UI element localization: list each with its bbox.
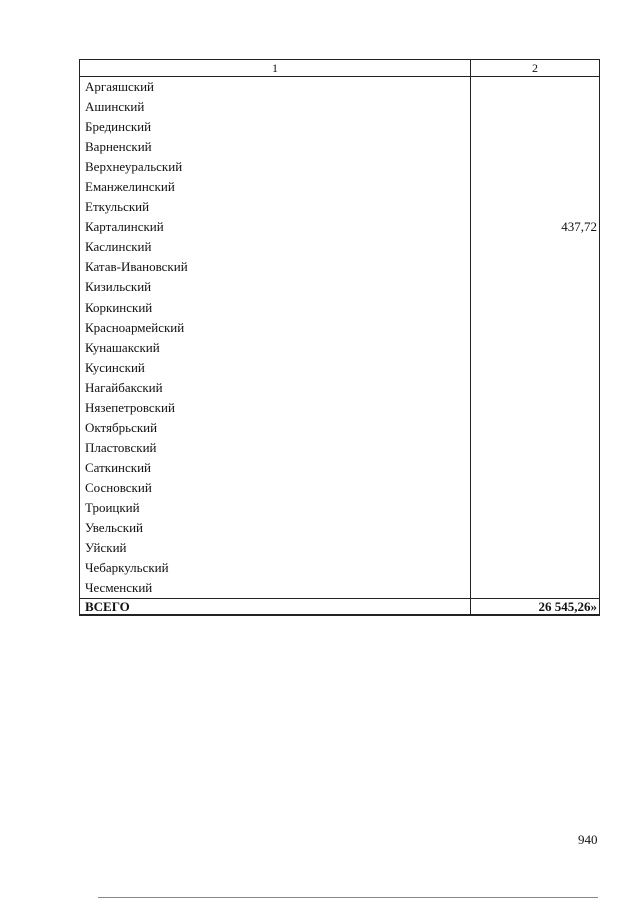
district-value — [471, 197, 600, 217]
table-row — [80, 97, 600, 117]
page-number: 940 — [578, 832, 598, 847]
district-name: Красноармейский — [80, 318, 471, 338]
table-row — [80, 237, 600, 257]
district-name: Чебаркульский — [80, 558, 471, 578]
district-name: Пластовский — [80, 438, 471, 458]
table-row — [80, 578, 600, 599]
table-row — [80, 77, 600, 98]
district-value — [471, 438, 600, 458]
table-row — [80, 197, 600, 217]
district-name: Брединский — [80, 117, 471, 137]
table-row — [80, 298, 600, 318]
district-value — [471, 518, 600, 538]
district-value — [471, 177, 600, 197]
total-row — [80, 599, 600, 616]
total-value: 26 545,26» — [471, 599, 600, 616]
column-header-2: 2 — [471, 60, 600, 77]
district-name: Коркинский — [80, 298, 471, 318]
district-name: Кунашакский — [80, 338, 471, 358]
district-value — [471, 318, 600, 338]
table-row — [80, 338, 600, 358]
district-value — [471, 298, 600, 318]
header-row — [80, 60, 600, 77]
table-row — [80, 217, 600, 237]
district-name: Варненский — [80, 137, 471, 157]
table-row — [80, 438, 600, 458]
district-name: Нагайбакский — [80, 378, 471, 398]
district-value — [471, 157, 600, 177]
table-row — [80, 398, 600, 418]
table-row — [80, 558, 600, 578]
district-value — [471, 338, 600, 358]
district-value — [471, 478, 600, 498]
district-name: Сосновский — [80, 478, 471, 498]
total-label: ВСЕГО — [80, 599, 471, 616]
table-row — [80, 498, 600, 518]
column-header-1: 1 — [80, 60, 471, 77]
table-row — [80, 277, 600, 297]
district-name: Чесменский — [80, 578, 471, 599]
district-value — [471, 237, 600, 257]
district-value — [471, 458, 600, 478]
district-name: Кизильский — [80, 277, 471, 297]
district-name: Каслинский — [80, 237, 471, 257]
district-name: Кусинский — [80, 358, 471, 378]
table-row — [80, 257, 600, 277]
district-name: Уйский — [80, 538, 471, 558]
district-value — [471, 97, 600, 117]
district-value — [471, 578, 600, 599]
district-value — [471, 358, 600, 378]
district-value — [471, 257, 600, 277]
district-value: 437,72 — [471, 217, 600, 237]
table-row — [80, 538, 600, 558]
district-name: Ашинский — [80, 97, 471, 117]
district-value — [471, 498, 600, 518]
district-value — [471, 77, 600, 98]
district-name: Карталинский — [80, 217, 471, 237]
table-row — [80, 318, 600, 338]
district-name: Еманжелинский — [80, 177, 471, 197]
table-row — [80, 378, 600, 398]
district-name: Верхнеуральский — [80, 157, 471, 177]
table-row — [80, 157, 600, 177]
district-value — [471, 558, 600, 578]
district-table — [79, 59, 600, 616]
table-row — [80, 137, 600, 157]
district-name: Катав-Ивановский — [80, 257, 471, 277]
district-name: Увельский — [80, 518, 471, 538]
table-row — [80, 177, 600, 197]
district-value — [471, 378, 600, 398]
district-name: Еткульский — [80, 197, 471, 217]
district-name: Троицкий — [80, 498, 471, 518]
table-row — [80, 478, 600, 498]
district-value — [471, 117, 600, 137]
table-row — [80, 518, 600, 538]
district-name: Нязепетровский — [80, 398, 471, 418]
district-name: Октябрьский — [80, 418, 471, 438]
table-body — [80, 77, 600, 599]
bottom-divider — [98, 897, 598, 898]
district-value — [471, 538, 600, 558]
district-value — [471, 277, 600, 297]
district-name: Аргаяшский — [80, 77, 471, 98]
table-row — [80, 117, 600, 137]
district-value — [471, 398, 600, 418]
table-row — [80, 418, 600, 438]
table-row — [80, 458, 600, 478]
district-value — [471, 137, 600, 157]
table-row — [80, 358, 600, 378]
district-value — [471, 418, 600, 438]
district-name: Саткинский — [80, 458, 471, 478]
